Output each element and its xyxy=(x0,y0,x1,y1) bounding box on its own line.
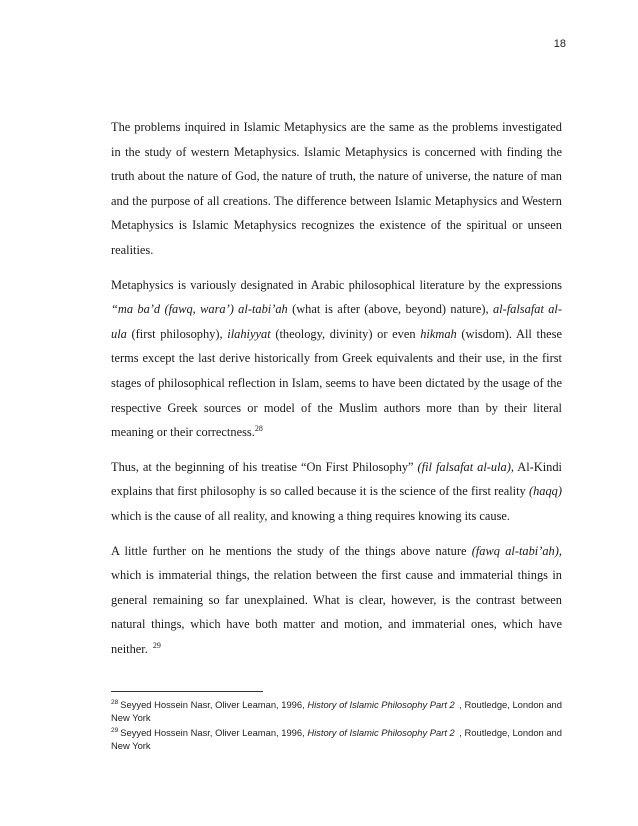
footnote-text: , Routledge, London and xyxy=(459,727,562,739)
footnote-text: Seyyed Hossein Nasr, Oliver Leaman, 1996, xyxy=(120,699,308,710)
text-span: (first philosophy) xyxy=(126,326,220,341)
footnote-title: History of Islamic Philosophy Part 2 xyxy=(307,727,455,739)
footnote-text: New York xyxy=(111,711,151,723)
text-span: (wisdom). All these terms except the last derive historically from Greek equivalents and their use, in the first stages of philosophical reflection in Islam, seems to have been dictated by the usage of the respective Greek sources or model of the Muslim authors more than by their literal meaning or their correctness. xyxy=(111,326,562,440)
footnote-number: 28 xyxy=(111,698,119,706)
footnote-ref-29[interactable]: 29 xyxy=(152,640,161,650)
footnote-title: History of Islamic Philosophy Part 2 xyxy=(307,699,455,710)
arabic-term: hikmah xyxy=(420,326,457,341)
text-span: Metaphysics is variously designated in Arabic philosophical literature by the expressions xyxy=(111,277,562,292)
footnote-number: 29 xyxy=(111,727,119,735)
paragraph-3 xyxy=(111,455,562,529)
footnote-text: Seyyed Hossein Nasr, Oliver Leaman, 1996, xyxy=(120,727,308,739)
footnote-main xyxy=(111,699,455,712)
arabic-term: (fil falsafat al-ula), xyxy=(417,459,514,474)
page-number: 18 xyxy=(553,38,566,50)
footnote-text: New York xyxy=(111,739,151,751)
arabic-term: “ma ba’d (fawq, wara’) al-tabi’ah xyxy=(111,302,288,317)
paragraph-4 xyxy=(111,539,562,662)
text-span: Al-Kindi explains that first philosophy is so called because it is the science of the first reality xyxy=(111,459,562,499)
paragraph-2 xyxy=(111,273,562,445)
footnotes xyxy=(111,699,562,755)
footnote-line xyxy=(111,727,562,740)
footnote-ref-28[interactable]: 28 xyxy=(254,424,263,433)
arabic-term: (fawq al-tabi’ah) xyxy=(471,543,559,558)
text-span: (theology, divinity) or even xyxy=(270,326,421,341)
footnote-line xyxy=(111,699,562,712)
text-span: (what is after (above, beyond) nature), xyxy=(287,302,493,317)
arabic-term: al-falsafat al-ula xyxy=(111,302,563,341)
text-span: , which is immaterial things, the relation between the first cause and immaterial things in general remaining so far unexplained. What is clear, however, is the contrast between natural things, which have both matter and motion, and immaterial ones, which have neither. xyxy=(111,543,562,656)
footnote-text: , Routledge, London and xyxy=(459,699,562,710)
text-span: Thus, at the beginning of his treatise “On First Philosophy” xyxy=(111,459,418,474)
text-span: A little further on he mentions the study of the things above nature xyxy=(111,543,472,558)
paragraph-1: The problems inquired in Islamic Metaphysics are the same as the problems investigated in the study of western Metaphysics. Islamic Metaphysics is concerned with finding the truth about the nature of God, the nature of truth, the nature of universe, the nature of man and the purpose of all creations. The difference between Islamic Metaphysics and Western Metaphysics is Islamic Metaphysics recognizes the existence of the spiritual or unseen realities. xyxy=(111,120,562,257)
footnote-28 xyxy=(111,699,562,724)
footnote-divider xyxy=(111,691,263,692)
arabic-term: , ilahiyyat xyxy=(219,326,271,341)
text-span: which is the cause of all reality, and knowing a thing requires knowing its cause. xyxy=(111,508,511,523)
footnote-29 xyxy=(111,727,562,752)
arabic-term: (haqq) xyxy=(528,484,562,499)
footnote-main xyxy=(111,727,455,740)
body-text xyxy=(111,115,562,671)
